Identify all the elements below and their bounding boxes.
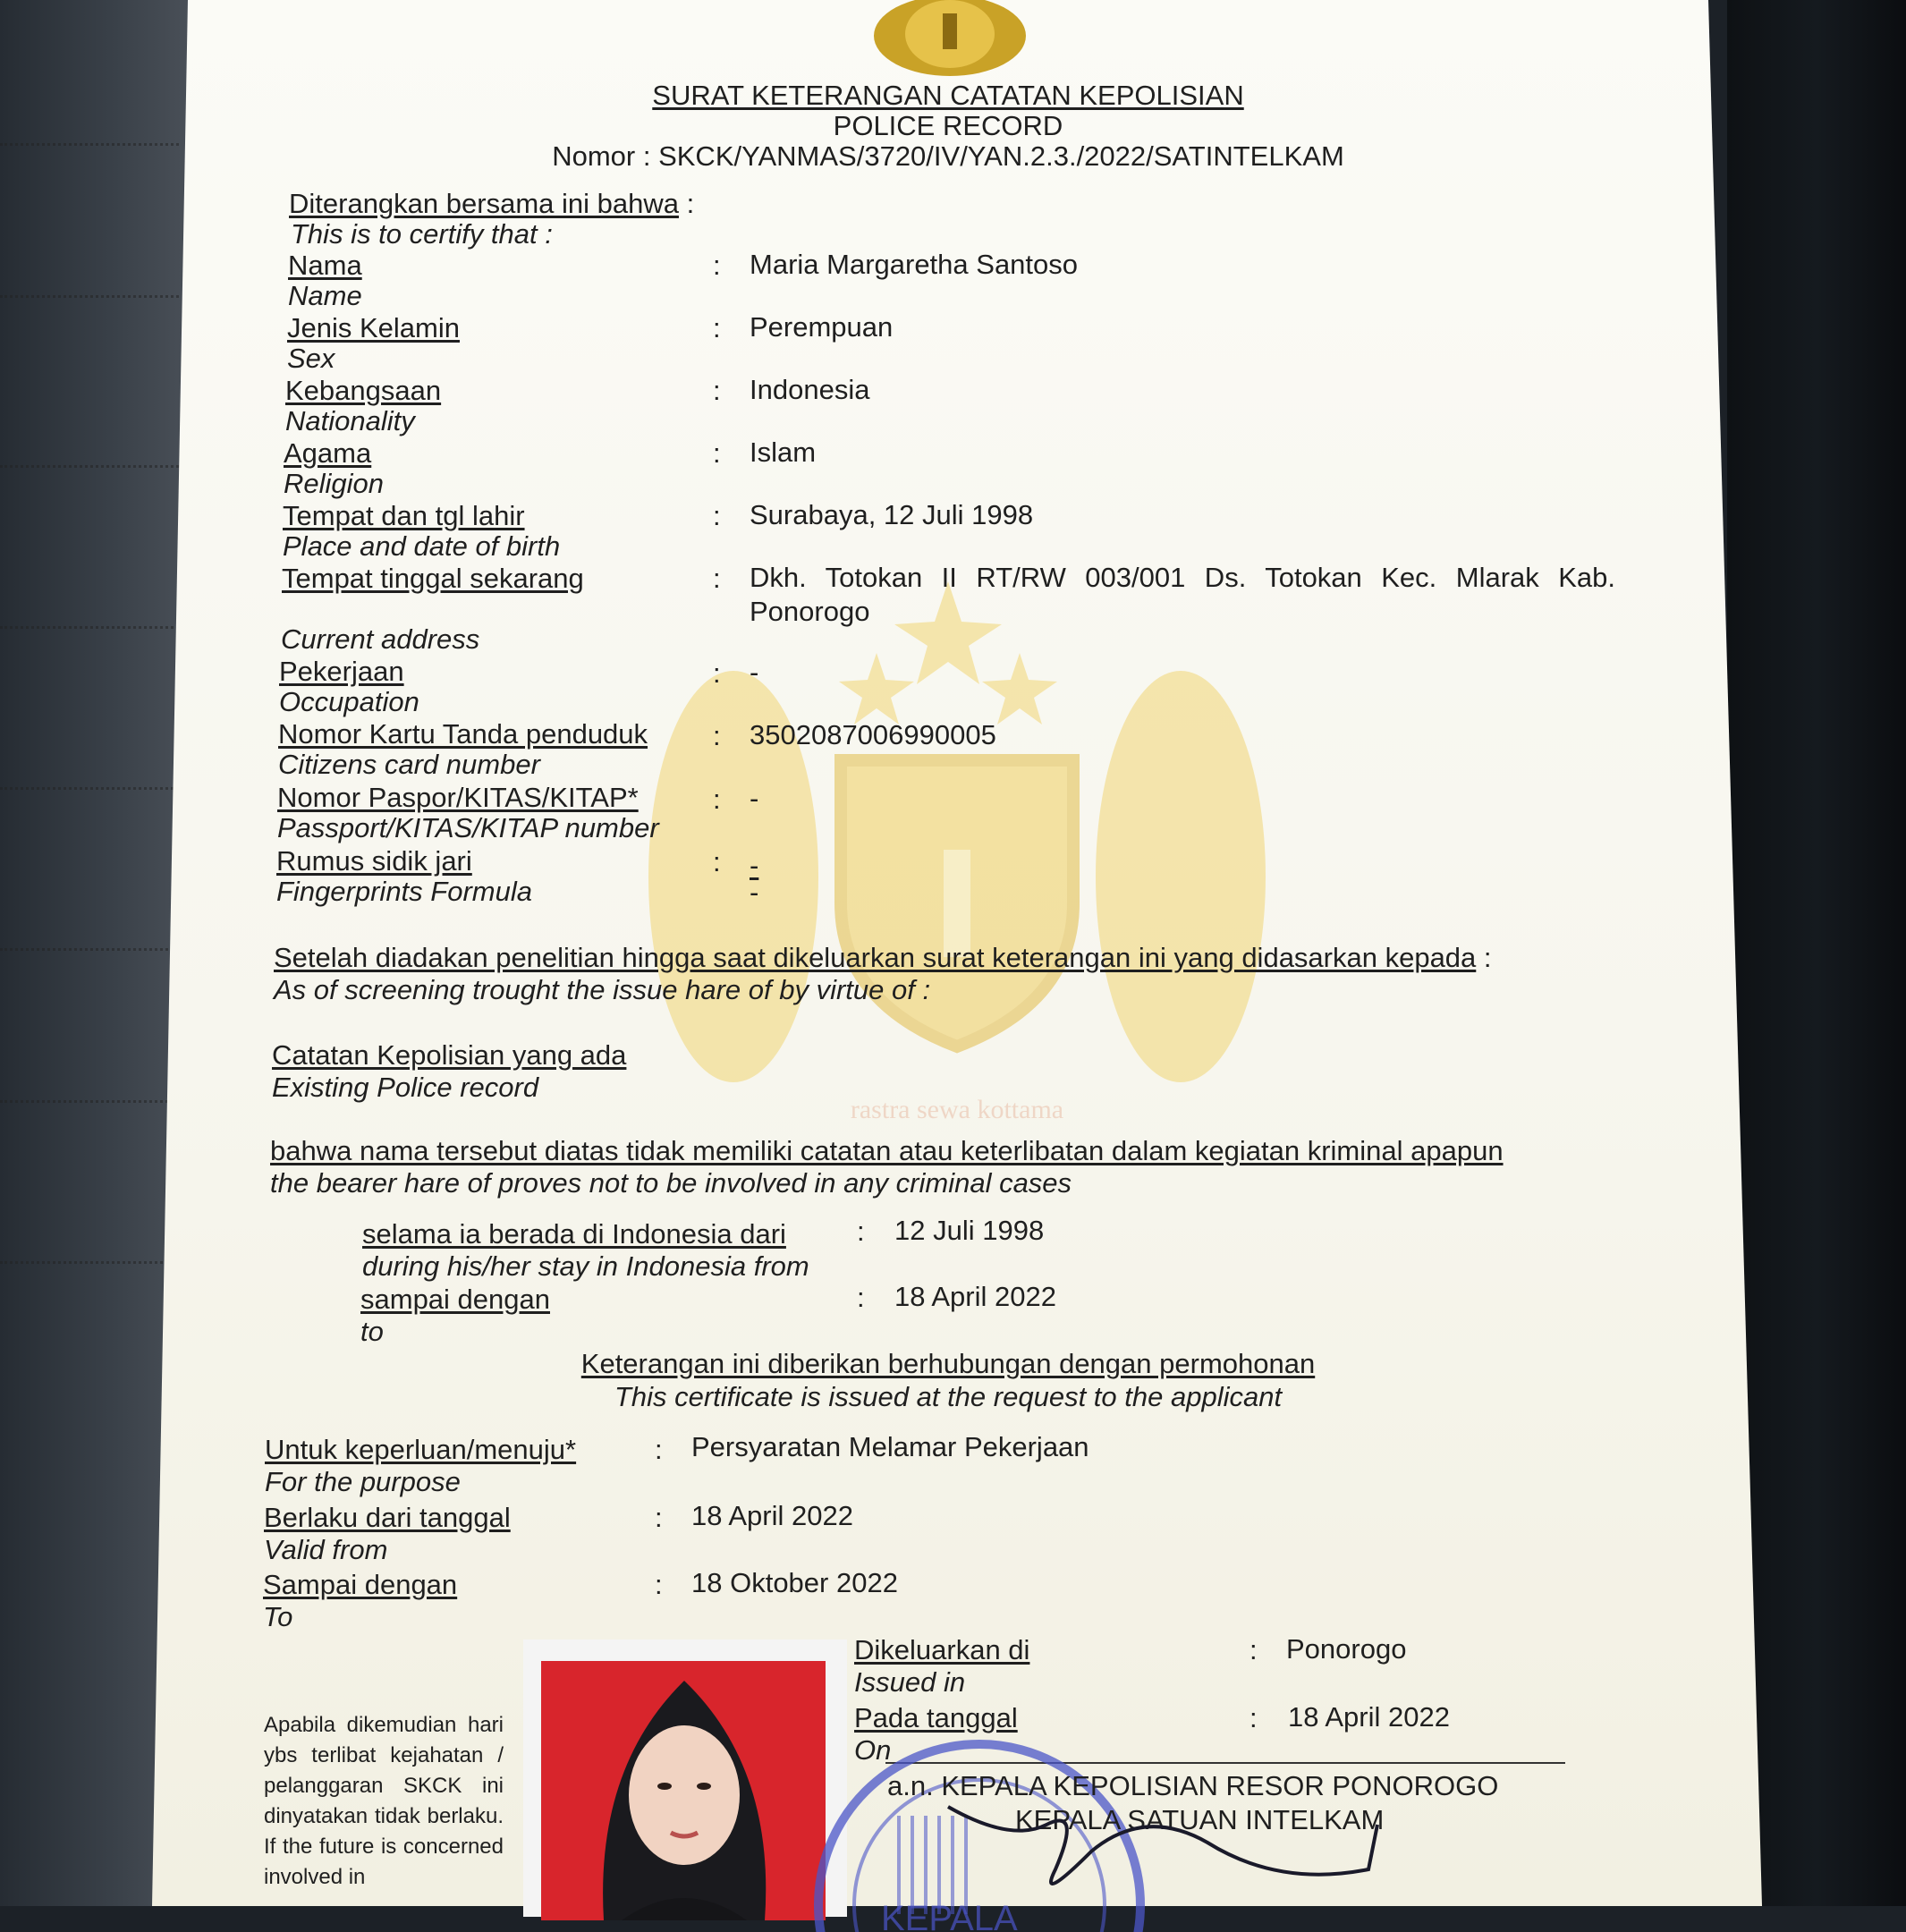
field-value-birth: Surabaya, 12 Juli 1998 [750,499,1034,530]
colon: : [1249,1634,1258,1665]
field-label-religion-en: Religion [284,468,385,499]
valid-from-label-en: Valid from [264,1534,388,1565]
colon: : [713,784,721,815]
request-id: Keterangan ini diberikan berhubungan dengan permohonan [580,1348,1316,1379]
field-label-passport: Nomor Paspor/KITAS/KITAP* [277,782,639,813]
screening-id: Setelah diadakan penelitian hingga saat dikeluarkan surat keterangan ini yang didasarkan kepada : [274,942,1492,973]
field-label-fingerprints-en: Fingerprints Formula [276,876,532,907]
field-value-name: Maria Margaretha Santoso [750,249,1079,280]
document-number: Nomor : SKCK/YANMAS/3720/IV/YAN.2.3./2022/SATINTELKAM [552,140,1344,172]
colon: : [655,1569,663,1600]
field-label-religion: Agama [284,437,372,469]
field-label-id-card: Nomor Kartu Tanda penduduk [278,718,648,750]
field-value-nationality: Indonesia [750,374,870,405]
signatory-line1: a.n. KEPALA KEPOLISIAN RESOR PONOROGO [887,1770,1499,1801]
colon: : [857,1282,865,1313]
intro-en: This is to certify that : [291,218,553,250]
purpose-value: Persyaratan Melamar Pekerjaan [691,1431,1089,1462]
statement-en: the bearer hare of proves not to be involved in any criminal cases [270,1167,1072,1199]
stay-from-value: 12 Juli 1998 [894,1215,1045,1246]
issued-in-value: Ponorogo [1286,1633,1407,1665]
issue-date-label-en: On [854,1734,892,1766]
valid-from-label: Berlaku dari tanggal [264,1502,511,1533]
stamp-text: KEPALA [881,1899,1018,1932]
statement-id: bahwa nama tersebut diatas tidak memiliki catatan atau keterlibatan dalam kegiatan kriminal apapun [270,1135,1504,1166]
field-label-address-en: Current address [281,623,480,655]
issued-in-label: Dikeluarkan di [854,1634,1030,1665]
colon: : [713,720,721,751]
colon: : [713,437,721,469]
valid-to-value: 18 Oktober 2022 [691,1567,898,1598]
field-label-fingerprints: Rumus sidik jari [276,845,472,877]
issued-in-label-en: Issued in [854,1666,966,1698]
field-label-address: Tempat tinggal sekarang [282,563,584,594]
colon: : [655,1502,663,1533]
stay-to-en: to [360,1316,384,1347]
field-value-address: Dkh. Totokan II RT/RW 003/001 Ds. Totokan Kec. Mlarak Kab. Ponorogo [750,562,1615,627]
signatory-line2: KEPALA SATUAN INTELKAM [1015,1804,1385,1835]
intro-id: Diterangkan bersama ini bahwa : [289,188,695,219]
colon: : [1249,1702,1258,1733]
stay-to-id: sampai dengan [360,1284,550,1315]
valid-to-label-en: To [263,1601,293,1632]
field-value-occupation: - [750,657,759,688]
valid-to-label: Sampai dengan [263,1569,458,1600]
record-id: Catatan Kepolisian yang ada [272,1039,627,1071]
colon: : [713,657,721,689]
colon: : [713,312,721,343]
valid-from-value: 18 April 2022 [691,1500,853,1531]
field-value-fingerprints-2: - [750,877,759,908]
stay-from-id: selama ia berada di Indonesia dari [362,1218,786,1250]
watermark-motto: rastra sewa kottama [850,1095,1064,1124]
colon: : [713,375,721,406]
police-crest-icon [869,0,1030,80]
issue-date-label: Pada tanggal [854,1702,1018,1733]
field-label-name-en: Name [288,280,362,311]
applicant-portrait-icon [541,1661,826,1920]
colon: : [857,1216,865,1247]
stay-to-value: 18 April 2022 [894,1281,1056,1312]
colon: : [713,846,721,877]
field-label-occupation-en: Occupation [279,686,419,717]
colon: : [713,250,721,281]
applicant-photo [541,1661,826,1920]
document-title: SURAT KETERANGAN CATATAN KEPOLISIAN [652,80,1244,111]
validity-note: Apabila dikemudian hari ybs terlibat kejahatan / pelanggaran SKCK ini dinyatakan tidak berlaku. If the future is concerned involved in [264,1713,504,1889]
signature-scribble [939,1789,1404,1906]
field-value-fingerprints: - [750,850,759,881]
field-label-nationality: Kebangsaan [285,375,442,406]
field-value-sex: Perempuan [750,311,894,343]
issue-date-value: 18 April 2022 [1288,1701,1450,1733]
field-value-religion: Islam [750,436,817,468]
colon: : [655,1434,663,1465]
field-label-passport-en: Passport/KITAS/KITAP number [277,812,659,843]
purpose-label: Untuk keperluan/menuju* [265,1434,577,1465]
field-value-passport: - [750,783,759,814]
stay-from-en: during his/her stay in Indonesia from [362,1250,809,1282]
colon: : [713,563,721,594]
field-label-nationality-en: Nationality [285,405,415,436]
field-label-sex-en: Sex [287,343,335,374]
field-label-birth: Tempat dan tgl lahir [283,500,525,531]
field-label-name: Nama [288,250,362,281]
document-subtitle: POLICE RECORD [833,110,1063,141]
record-en: Existing Police record [272,1072,539,1103]
screening-en: As of screening trought the issue hare of by virtue of : [274,974,931,1005]
purpose-label-en: For the purpose [265,1466,461,1497]
field-label-id-card-en: Citizens card number [278,749,540,780]
request-en: This certificate is issued at the request to the applicant [614,1381,1283,1412]
field-label-sex: Jenis Kelamin [287,312,460,343]
field-label-birth-en: Place and date of birth [283,530,561,562]
colon: : [713,500,721,531]
field-value-id-card: 3502087006990005 [750,719,996,750]
field-label-occupation: Pekerjaan [279,656,404,687]
